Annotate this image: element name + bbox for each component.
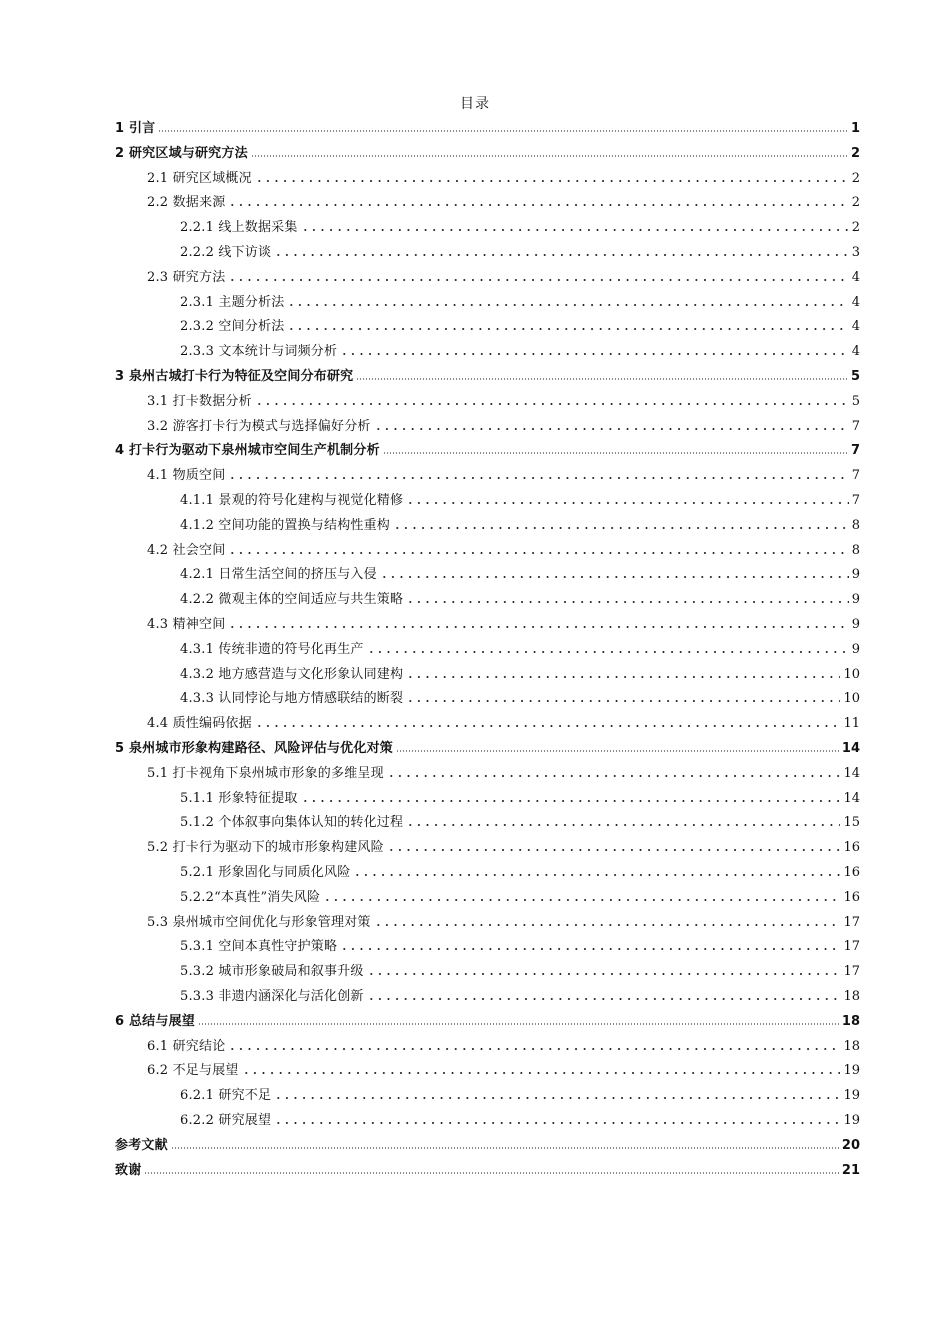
toc-entry[interactable] <box>180 340 860 360</box>
dot-leader <box>406 824 840 826</box>
dot-leader <box>228 552 848 554</box>
dot-leader <box>393 527 849 529</box>
toc-title: 目录 <box>460 96 490 112</box>
toc-entry-page-number: 18 <box>843 989 860 1004</box>
toc-entry-page-number: 15 <box>843 815 860 831</box>
dot-leader <box>228 204 848 206</box>
toc-entry-page-number: 4 <box>851 269 860 285</box>
toc-entry[interactable] <box>180 291 860 311</box>
dot-leader <box>274 1122 840 1124</box>
toc-entry-page-number: 9 <box>851 592 860 608</box>
toc-entry-title: 2.2 数据来源 <box>147 195 226 211</box>
toc-entry-page-number: 3 <box>851 245 860 260</box>
toc-entry[interactable] <box>180 935 860 955</box>
toc-entry[interactable] <box>180 861 860 881</box>
toc-entry-page-number: 4 <box>851 344 860 360</box>
toc-entry-title: 4.3.2 地方感营造与文化形象认同建构 <box>180 666 404 682</box>
toc-entry[interactable] <box>180 563 860 583</box>
dot-leader <box>171 1147 839 1149</box>
toc-entry[interactable] <box>147 266 860 286</box>
toc-entry[interactable] <box>115 1159 860 1179</box>
toc-entry-title: 4 打卡行为驱动下泉州城市空间生产机制分析 <box>115 443 380 459</box>
toc-entry-page-number: 11 <box>843 716 860 732</box>
toc-entry-title: 2 研究区域与研究方法 <box>115 145 248 161</box>
toc-entry-page-number: 19 <box>843 1113 860 1128</box>
dot-leader <box>406 502 849 504</box>
toc-entry-page-number: 14 <box>843 790 860 806</box>
toc-entry-page-number: 18 <box>843 1038 860 1054</box>
dot-leader <box>255 180 849 182</box>
toc-entry-page-number: 5 <box>851 393 860 409</box>
toc-entry-title: 4.2.2 微观主体的空间适应与共生策略 <box>180 592 404 608</box>
toc-entry[interactable] <box>180 638 860 658</box>
toc-entry[interactable] <box>147 464 860 484</box>
toc-entry-title: 2.2.2 线下访谈 <box>180 245 272 260</box>
dot-leader <box>158 130 848 132</box>
toc-entry-page-number: 9 <box>851 641 860 657</box>
toc-entry[interactable] <box>115 1010 860 1030</box>
toc-entry-page-number: 4 <box>851 319 860 335</box>
toc-entry-page-number: 7 <box>851 468 860 484</box>
toc-entry-page-number: 19 <box>843 1063 860 1079</box>
toc-entry[interactable] <box>147 836 860 856</box>
dot-leader <box>406 676 840 678</box>
dot-leader <box>287 328 848 330</box>
toc-entry-title: 6.2.2 研究展望 <box>180 1113 272 1128</box>
dot-leader <box>383 452 848 454</box>
toc-entry[interactable] <box>180 241 860 261</box>
toc-entry[interactable] <box>147 613 860 633</box>
toc-entry-page-number: 2 <box>851 195 860 211</box>
toc-entry-page-number: 10 <box>843 666 860 682</box>
toc-entry-page-number: 8 <box>851 517 860 533</box>
toc-entry[interactable] <box>115 439 860 459</box>
toc-entry-title: 4.2 社会空间 <box>147 542 226 558</box>
toc-entry-page-number: 10 <box>843 691 860 707</box>
dot-leader <box>287 304 848 306</box>
dot-leader <box>374 924 841 926</box>
toc-entry[interactable] <box>147 390 860 410</box>
toc-entry[interactable] <box>147 191 860 211</box>
toc-entry-title: 2.1 研究区域概况 <box>147 170 252 186</box>
toc-entry[interactable] <box>180 811 860 831</box>
toc-entry[interactable] <box>147 167 860 187</box>
toc-entry[interactable] <box>147 911 860 931</box>
toc-entry[interactable] <box>115 117 860 137</box>
dot-leader <box>396 750 839 752</box>
dot-leader <box>406 601 849 603</box>
toc-entry[interactable] <box>180 960 860 980</box>
toc-entry-title: 4.1 物质空间 <box>147 468 226 484</box>
toc-entry-page-number: 7 <box>851 493 860 508</box>
toc-entry-title: 致谢 <box>115 1162 142 1178</box>
toc-entry[interactable] <box>115 737 860 757</box>
toc-entry-page-number: 14 <box>843 765 860 781</box>
dot-leader <box>367 973 841 975</box>
toc-entry-title: 6 总结与展望 <box>115 1013 195 1029</box>
dot-leader <box>367 998 841 1000</box>
toc-entry[interactable] <box>180 514 860 534</box>
toc-entry[interactable] <box>180 1109 860 1129</box>
toc-entry[interactable] <box>180 663 860 683</box>
toc-entry[interactable] <box>180 588 860 608</box>
toc-entry[interactable] <box>147 539 860 559</box>
toc-entry-title: 5.3.3 非遗内涵深化与活化创新 <box>180 989 364 1004</box>
dot-leader <box>228 477 848 479</box>
toc-entry[interactable] <box>147 712 860 732</box>
toc-entry-page-number: 19 <box>843 1088 860 1104</box>
toc-entry-page-number: 17 <box>843 914 860 930</box>
toc-entry-title: 4.1.2 空间功能的置换与结构性重构 <box>180 517 391 533</box>
toc-entry-page-number: 7 <box>850 443 860 459</box>
toc-entry-title: 5.3.1 空间本真性守护策略 <box>180 939 338 955</box>
dot-leader <box>387 849 841 851</box>
toc-entry-page-number: 20 <box>841 1137 860 1153</box>
toc-entry-title: 3 泉州古城打卡行为特征及空间分布研究 <box>115 369 354 384</box>
dot-leader <box>340 948 840 950</box>
toc-entry-title: 5.3.2 城市形象破局和叙事升级 <box>180 964 364 980</box>
toc-entry-page-number: 5 <box>850 369 860 384</box>
toc-entry[interactable] <box>180 315 860 335</box>
dot-leader <box>356 378 848 380</box>
toc-entry-title: 5.1.1 形象特征提取 <box>180 790 298 806</box>
dot-leader <box>255 403 849 405</box>
toc-entry-title: 2.3.1 主题分析法 <box>180 294 285 310</box>
toc-entry[interactable] <box>180 1084 860 1104</box>
toc-entry[interactable] <box>180 787 860 807</box>
toc-entry[interactable] <box>115 365 860 385</box>
toc-entry-title: 5.2.2“本真性”消失风险 <box>180 889 321 905</box>
toc-entry-page-number: 16 <box>843 889 860 905</box>
toc-entry-title: 5.3 泉州城市空间优化与形象管理对策 <box>147 914 371 930</box>
toc-entry-title: 4.2.1 日常生活空间的挤压与入侵 <box>180 567 377 583</box>
toc-entry-page-number: 18 <box>841 1013 860 1029</box>
toc-entry-title: 5.1 打卡视角下泉州城市形象的多维呈现 <box>147 765 384 781</box>
toc-entry-title: 5.1.2 个体叙事向集体认知的转化过程 <box>180 815 404 831</box>
toc-entry-title: 2.3.2 空间分析法 <box>180 319 285 335</box>
dot-leader <box>274 1097 840 1099</box>
toc-entry-title: 6.2.1 研究不足 <box>180 1088 272 1104</box>
toc-entry[interactable] <box>180 985 860 1005</box>
toc-entry-page-number: 9 <box>851 617 860 632</box>
toc-entry-title: 5.2.1 形象固化与同质化风险 <box>180 865 351 880</box>
dot-leader <box>374 428 849 430</box>
dot-leader <box>144 1172 839 1174</box>
toc-entry-page-number: 16 <box>843 865 860 880</box>
dot-leader <box>198 1023 839 1025</box>
toc-entry-title: 2.2.1 线上数据采集 <box>180 220 298 236</box>
toc-entry-title: 2.3 研究方法 <box>147 269 226 285</box>
toc-entry-page-number: 2 <box>851 170 860 186</box>
toc-entry-page-number: 2 <box>851 220 860 236</box>
toc-entry-title: 4.4 质性编码依据 <box>147 716 252 732</box>
toc-entry-title: 参考文献 <box>115 1137 168 1153</box>
dot-leader <box>255 725 841 727</box>
toc-entry-title: 3.1 打卡数据分析 <box>147 393 252 409</box>
toc-entry-title: 4.3 精神空间 <box>147 617 226 632</box>
toc-entry[interactable] <box>147 1059 860 1079</box>
toc-entry-page-number: 2 <box>850 145 860 161</box>
toc-entry-title: 4.3.3 认同悖论与地方情感联结的断裂 <box>180 691 404 707</box>
toc-entry-page-number: 17 <box>843 939 860 955</box>
dot-leader <box>242 1072 841 1074</box>
toc-entry[interactable] <box>147 415 860 435</box>
toc-entry-page-number: 1 <box>850 121 860 136</box>
toc-entry-page-number: 14 <box>841 741 860 756</box>
toc-entry-page-number: 16 <box>843 840 860 856</box>
toc-entry-title: 6.2 不足与展望 <box>147 1063 239 1079</box>
toc-entry[interactable] <box>180 687 860 707</box>
toc-entry[interactable] <box>115 142 860 162</box>
dot-leader <box>380 576 849 578</box>
toc-entry[interactable] <box>147 762 860 782</box>
toc-entry[interactable] <box>180 886 860 906</box>
toc-entry-page-number: 9 <box>851 567 860 583</box>
toc-entry-title: 4.3.1 传统非遗的符号化再生产 <box>180 641 364 657</box>
dot-leader <box>228 1048 840 1050</box>
toc-entry-title: 2.3.3 文本统计与词频分析 <box>180 344 338 360</box>
toc-entry[interactable] <box>180 216 860 236</box>
dot-leader <box>353 874 840 876</box>
dot-leader <box>251 155 848 157</box>
dot-leader <box>228 626 848 628</box>
toc-entry-page-number: 21 <box>841 1162 860 1178</box>
dot-leader <box>367 651 849 653</box>
dot-leader <box>301 229 849 231</box>
toc-entry-page-number: 17 <box>843 964 860 980</box>
toc-entry-title: 5 泉州城市形象构建路径、风险评估与优化对策 <box>115 741 393 756</box>
toc-entry-page-number: 4 <box>851 294 860 310</box>
dot-leader <box>323 899 840 901</box>
toc-entry-title: 5.2 打卡行为驱动下的城市形象构建风险 <box>147 840 384 856</box>
toc-entry[interactable] <box>147 1035 860 1055</box>
dot-leader <box>228 279 848 281</box>
dot-leader <box>387 775 841 777</box>
dot-leader <box>340 353 849 355</box>
dot-leader <box>301 800 841 802</box>
toc-entry-page-number: 8 <box>851 542 860 558</box>
toc-entry-title: 1 引言 <box>115 121 156 136</box>
toc-entry-page-number: 7 <box>851 418 860 434</box>
toc-entry-title: 6.1 研究结论 <box>147 1038 226 1054</box>
dot-leader <box>406 700 840 702</box>
toc-entry-title: 4.1.1 景观的符号化建构与视觉化精修 <box>180 493 404 508</box>
toc-entry-title: 3.2 游客打卡行为模式与选择偏好分析 <box>147 418 371 434</box>
dot-leader <box>274 254 849 256</box>
toc-entry[interactable] <box>115 1134 860 1154</box>
toc-entry[interactable] <box>180 489 860 509</box>
